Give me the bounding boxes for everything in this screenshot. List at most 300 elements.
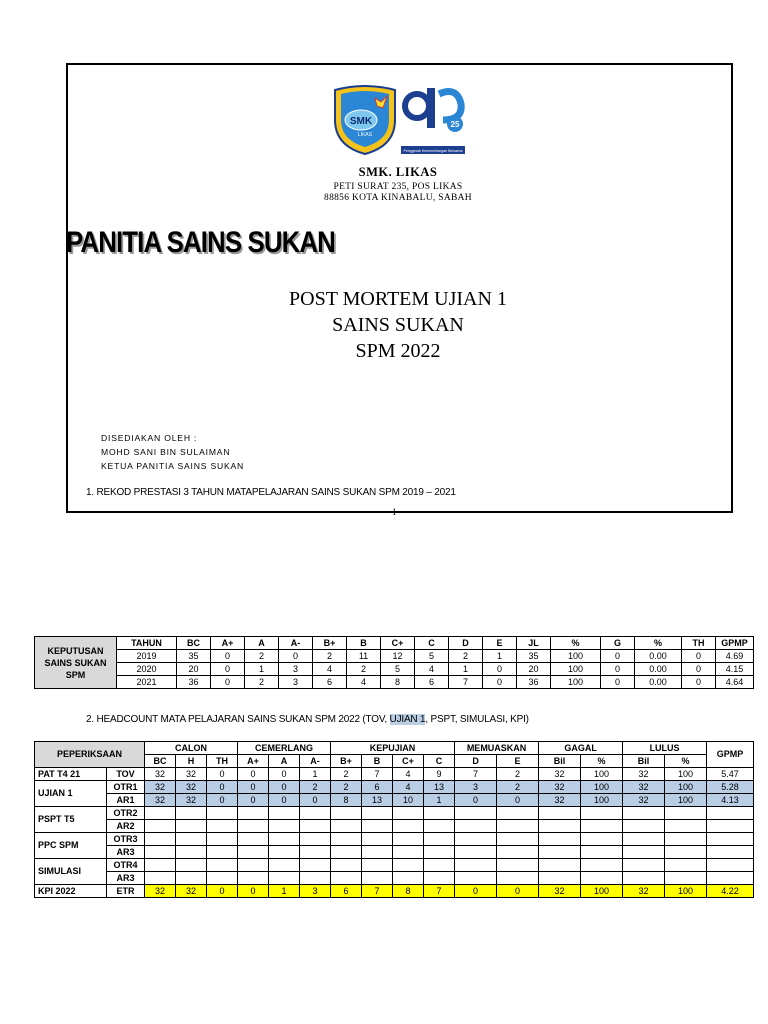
table-cell	[207, 859, 238, 872]
table-cell: 2	[347, 663, 381, 676]
table-cell	[362, 859, 393, 872]
table-cell	[362, 833, 393, 846]
subheader-cell: E	[497, 755, 539, 768]
table-cell	[176, 807, 207, 820]
table-cell: 100	[665, 794, 707, 807]
table-cell	[497, 820, 539, 833]
main-title-line-2: SAINS SUKAN	[332, 314, 464, 336]
table-cell	[269, 833, 300, 846]
table-cell: 20	[517, 663, 551, 676]
section-2-title	[86, 714, 529, 725]
table-cell	[455, 872, 497, 885]
table1-header-row	[35, 637, 754, 650]
exam-code: ETR	[107, 885, 145, 898]
table-cell: 32	[176, 885, 207, 898]
table-cell	[581, 807, 623, 820]
table-cell	[176, 859, 207, 872]
table-cell	[145, 833, 176, 846]
table-cell: 32	[145, 781, 176, 794]
table-cell: 0	[207, 781, 238, 794]
table-cell: 0	[207, 794, 238, 807]
table-row	[35, 807, 754, 820]
table-cell: 32	[145, 885, 176, 898]
table1-col-header: A+	[211, 637, 245, 650]
results-3-year-table	[34, 636, 754, 689]
table-cell: 2	[245, 676, 279, 689]
group-header: GAGAL	[539, 742, 623, 755]
table-cell: 4	[313, 663, 347, 676]
headcount-table	[34, 741, 754, 898]
table-cell	[539, 846, 581, 859]
table-cell: 3	[279, 676, 313, 689]
subheader-cell: C	[424, 755, 455, 768]
table-cell: 20	[177, 663, 211, 676]
table-cell	[238, 833, 269, 846]
table-cell: 11	[347, 650, 381, 663]
table-cell	[455, 859, 497, 872]
subheader-cell: A	[269, 755, 300, 768]
table1-col-header: %	[551, 637, 601, 650]
group-header: LULUS	[623, 742, 707, 755]
subheader-cell: D	[455, 755, 497, 768]
table-cell: 0	[207, 885, 238, 898]
prepared-by-role: KETUA PANITIA SAINS SUKAN	[101, 461, 245, 471]
address-line-1: PETI SURAT 235, POS LIKAS	[333, 182, 463, 192]
table-cell	[331, 820, 362, 833]
table-cell: 6	[331, 885, 362, 898]
table-cell	[424, 859, 455, 872]
table-cell: 5.47	[707, 768, 754, 781]
school-name: SMK. LIKAS	[358, 165, 438, 179]
table-cell	[300, 859, 331, 872]
table-cell: 4	[393, 768, 424, 781]
prepared-by-name: MOHD SANI BIN SULAIMAN	[101, 447, 231, 457]
table-cell	[497, 846, 539, 859]
table-cell: 32	[539, 885, 581, 898]
table-cell: 4.15	[716, 663, 754, 676]
table-cell	[238, 807, 269, 820]
exam-code: AR1	[107, 794, 145, 807]
subheader-cell: H	[176, 755, 207, 768]
table-cell: 1	[449, 663, 483, 676]
table-cell: 5	[415, 650, 449, 663]
group-header: CEMERLANG	[238, 742, 331, 755]
table-row	[35, 650, 754, 663]
table-cell	[300, 807, 331, 820]
table-cell: 0	[238, 768, 269, 781]
table-cell: 7	[455, 768, 497, 781]
table-cell: 0	[269, 781, 300, 794]
table-cell: 0	[455, 885, 497, 898]
subheader-cell: BC	[145, 755, 176, 768]
exam-code: AR3	[107, 846, 145, 859]
table-cell: 7	[362, 768, 393, 781]
table-cell: 0.00	[635, 676, 682, 689]
table-cell	[300, 833, 331, 846]
table-cell	[300, 820, 331, 833]
table-cell	[455, 833, 497, 846]
page-number: 1	[392, 507, 397, 517]
table-cell: 36	[517, 676, 551, 689]
table-cell: 3	[300, 885, 331, 898]
table-cell	[176, 846, 207, 859]
table-cell: 32	[145, 768, 176, 781]
exam-code: OTR4	[107, 859, 145, 872]
table-row	[35, 846, 754, 859]
table-cell	[238, 820, 269, 833]
exam-label: PSPT T5	[35, 807, 107, 833]
table-cell: 2	[497, 768, 539, 781]
table-cell: 32	[623, 768, 665, 781]
table-cell	[581, 833, 623, 846]
table-cell: 100	[665, 768, 707, 781]
table-cell: 6	[362, 781, 393, 794]
main-title-line-3: SPM 2022	[355, 340, 441, 362]
table-cell: 2	[245, 650, 279, 663]
table-cell	[207, 872, 238, 885]
table-cell	[393, 872, 424, 885]
exam-code: OTR2	[107, 807, 145, 820]
table-cell	[207, 833, 238, 846]
subheader-cell: B	[362, 755, 393, 768]
table-cell: 100	[581, 885, 623, 898]
table-cell: 0	[238, 885, 269, 898]
table-cell	[269, 807, 300, 820]
table-cell	[300, 846, 331, 859]
table-row	[35, 872, 754, 885]
table1-col-header: %	[635, 637, 682, 650]
table-cell	[455, 846, 497, 859]
table-cell	[145, 872, 176, 885]
table-cell	[207, 807, 238, 820]
table-cell: 2	[331, 768, 362, 781]
peperiksaan-header: PEPERIKSAAN	[35, 742, 145, 768]
table1-col-header: TH	[682, 637, 716, 650]
table-cell	[362, 872, 393, 885]
table-cell: 4	[393, 781, 424, 794]
table1-row-header: KEPUTUSAN SAINS SUKAN SPM	[35, 637, 117, 689]
table-cell	[393, 846, 424, 859]
table-cell: 7	[449, 676, 483, 689]
table-cell: 1	[269, 885, 300, 898]
table-cell	[539, 859, 581, 872]
table-cell	[300, 872, 331, 885]
logo-right-text: 25	[450, 120, 460, 129]
table-cell	[207, 846, 238, 859]
table-cell: 2	[300, 781, 331, 794]
prepared-by-label: DISEDIAKAN OLEH :	[101, 433, 198, 443]
table-cell: 0	[211, 676, 245, 689]
table-cell	[362, 820, 393, 833]
table-cell	[331, 807, 362, 820]
table-cell: 4	[347, 676, 381, 689]
table-cell: 1	[245, 663, 279, 676]
table-cell: 0	[601, 650, 635, 663]
table-cell: 0	[207, 768, 238, 781]
subheader-cell: C+	[393, 755, 424, 768]
table-cell	[424, 833, 455, 846]
table-cell	[269, 872, 300, 885]
table-cell: 32	[623, 781, 665, 794]
table-cell	[665, 859, 707, 872]
table-cell: 32	[539, 781, 581, 794]
table-cell: 2019	[117, 650, 177, 663]
table-cell	[665, 807, 707, 820]
table-cell	[455, 807, 497, 820]
exam-code: TOV	[107, 768, 145, 781]
table-cell	[707, 807, 754, 820]
group-header: KEPUJIAN	[331, 742, 455, 755]
table1-col-header: BC	[177, 637, 211, 650]
table-cell	[331, 846, 362, 859]
table-cell: 13	[424, 781, 455, 794]
subheader-cell: %	[665, 755, 707, 768]
table-cell: 3	[455, 781, 497, 794]
table1-col-header: GPMP	[716, 637, 754, 650]
table-cell	[665, 833, 707, 846]
table-cell: 8	[381, 676, 415, 689]
table-cell	[238, 872, 269, 885]
table-cell: 36	[177, 676, 211, 689]
table-cell	[707, 833, 754, 846]
table-cell: 0	[211, 663, 245, 676]
table-cell: 0.00	[635, 650, 682, 663]
table-cell	[145, 820, 176, 833]
table-cell: 100	[551, 650, 601, 663]
table-cell	[424, 807, 455, 820]
table-cell	[269, 820, 300, 833]
table-cell	[581, 872, 623, 885]
table-row	[35, 859, 754, 872]
logo-left-sub: LIKAS	[357, 132, 373, 138]
table-cell	[238, 859, 269, 872]
subheader-cell: Bil	[539, 755, 581, 768]
table-cell: 0	[211, 650, 245, 663]
table1-col-header: JL	[517, 637, 551, 650]
table-cell: 2	[449, 650, 483, 663]
table-cell	[623, 859, 665, 872]
table1-col-header: B	[347, 637, 381, 650]
table1-col-header: C	[415, 637, 449, 650]
table1-col-header: TAHUN	[117, 637, 177, 650]
table-cell: 32	[176, 781, 207, 794]
exam-label: PAT T4 21	[35, 768, 107, 781]
table-cell	[176, 820, 207, 833]
table-cell: 0	[601, 676, 635, 689]
table-row	[35, 676, 754, 689]
table-cell: 2020	[117, 663, 177, 676]
table-cell	[707, 859, 754, 872]
table-cell	[539, 807, 581, 820]
table1-col-header: E	[483, 637, 517, 650]
table-cell: 100	[581, 794, 623, 807]
table-cell: 4.13	[707, 794, 754, 807]
table-cell: 2	[313, 650, 347, 663]
table-cell: 35	[517, 650, 551, 663]
table-cell	[176, 833, 207, 846]
table-cell: 0	[300, 794, 331, 807]
table-cell	[331, 833, 362, 846]
table-cell	[707, 846, 754, 859]
table-row	[35, 885, 754, 898]
gpmp-header: GPMP	[707, 742, 754, 768]
table-cell: 2	[497, 781, 539, 794]
table-cell	[665, 872, 707, 885]
table-cell: 100	[665, 885, 707, 898]
table-cell	[707, 872, 754, 885]
section-1-title: 1. REKOD PRESTASI 3 TAHUN MATAPELAJARAN SAINS SUKAN SPM 2019 – 2021	[86, 487, 456, 498]
table1-col-header: B+	[313, 637, 347, 650]
exam-label: SIMULASI	[35, 859, 107, 885]
table-cell	[623, 807, 665, 820]
table-cell: 8	[393, 885, 424, 898]
table-cell: 6	[415, 676, 449, 689]
table-cell	[581, 846, 623, 859]
table-cell	[331, 872, 362, 885]
table-cell: 0	[238, 781, 269, 794]
exam-code: AR3	[107, 872, 145, 885]
table-cell	[393, 820, 424, 833]
table-cell	[539, 833, 581, 846]
table-cell	[623, 846, 665, 859]
table-row	[35, 768, 754, 781]
table-cell: 13	[362, 794, 393, 807]
table-cell: 12	[381, 650, 415, 663]
table-cell: 7	[362, 885, 393, 898]
subheader-cell: TH	[207, 755, 238, 768]
table-cell: 7	[424, 885, 455, 898]
table-cell: 1	[424, 794, 455, 807]
subheader-cell: A-	[300, 755, 331, 768]
group-header: CALON	[145, 742, 238, 755]
table-cell: 4.22	[707, 885, 754, 898]
table-cell	[393, 807, 424, 820]
table-cell: 32	[623, 885, 665, 898]
table-cell: 0	[682, 676, 716, 689]
table-cell: 9	[424, 768, 455, 781]
table1-col-header: A-	[279, 637, 313, 650]
main-title-line-1: POST MORTEM UJIAN 1	[289, 288, 507, 310]
school-logos	[331, 80, 467, 158]
table-cell	[497, 807, 539, 820]
table-cell	[539, 872, 581, 885]
table-cell: 32	[539, 768, 581, 781]
table-row	[35, 794, 754, 807]
table-cell: 2	[331, 781, 362, 794]
table-cell: 0	[269, 768, 300, 781]
table-row	[35, 781, 754, 794]
table-cell: 0	[238, 794, 269, 807]
subheader-cell: A+	[238, 755, 269, 768]
table-cell: 4.69	[716, 650, 754, 663]
table-cell: 5	[381, 663, 415, 676]
table-cell: 100	[581, 781, 623, 794]
table-cell: 10	[393, 794, 424, 807]
table1-col-header: D	[449, 637, 483, 650]
table-cell: 0	[269, 794, 300, 807]
table-cell	[707, 820, 754, 833]
table-cell: 0.00	[635, 663, 682, 676]
subheader-cell: B+	[331, 755, 362, 768]
table-cell: 32	[623, 794, 665, 807]
table-cell	[497, 833, 539, 846]
logo-left-text: SMK	[349, 116, 373, 127]
table-cell	[665, 846, 707, 859]
exam-label: UJIAN 1	[35, 781, 107, 807]
table-row	[35, 820, 754, 833]
subheader-cell: %	[581, 755, 623, 768]
table-cell: 32	[539, 794, 581, 807]
table-cell: 32	[176, 768, 207, 781]
exam-label: PPC SPM	[35, 833, 107, 859]
table-cell: 0	[455, 794, 497, 807]
table-cell	[623, 820, 665, 833]
table2-group-row	[35, 742, 754, 755]
section-2-suffix: , PSPT, SIMULASI, KPI)	[425, 714, 529, 725]
table-cell	[581, 820, 623, 833]
school-crest-icon	[331, 80, 467, 158]
table-cell: 100	[551, 676, 601, 689]
table-cell: 32	[145, 794, 176, 807]
table-cell: 0	[497, 794, 539, 807]
table-cell	[269, 846, 300, 859]
table-cell: 4	[415, 663, 449, 676]
table-cell	[623, 872, 665, 885]
table-cell: 0	[682, 663, 716, 676]
table-cell	[362, 846, 393, 859]
table-cell: 4.64	[716, 676, 754, 689]
table-cell	[424, 846, 455, 859]
table-cell	[393, 833, 424, 846]
exam-code: AR2	[107, 820, 145, 833]
group-header: MEMUASKAN	[455, 742, 539, 755]
table-cell	[145, 859, 176, 872]
table-cell	[424, 820, 455, 833]
table-cell: 8	[331, 794, 362, 807]
table-cell: 100	[665, 781, 707, 794]
table-cell: 100	[551, 663, 601, 676]
table-cell: 0	[483, 676, 517, 689]
table1-col-header: C+	[381, 637, 415, 650]
exam-label: KPI 2022	[35, 885, 107, 898]
table-cell	[269, 859, 300, 872]
table-cell: 32	[176, 794, 207, 807]
table-cell	[623, 833, 665, 846]
table-cell	[424, 872, 455, 885]
exam-code: OTR3	[107, 833, 145, 846]
table-cell	[455, 820, 497, 833]
exam-code: OTR1	[107, 781, 145, 794]
table-cell	[665, 820, 707, 833]
subheader-cell: Bil	[623, 755, 665, 768]
table1-col-header: G	[601, 637, 635, 650]
table-cell: 3	[279, 663, 313, 676]
logo-right-caption: Penggerak Kecemerlangan Bersama	[403, 149, 463, 153]
table-row	[35, 663, 754, 676]
table-cell	[331, 859, 362, 872]
table-cell: 35	[177, 650, 211, 663]
table-cell	[581, 859, 623, 872]
section-2-highlight: UJIAN 1	[389, 714, 426, 725]
table-cell: 1	[300, 768, 331, 781]
table-cell	[393, 859, 424, 872]
table-cell: 2021	[117, 676, 177, 689]
table-cell: 0	[279, 650, 313, 663]
table-row	[35, 833, 754, 846]
table-cell: 100	[581, 768, 623, 781]
table-cell: 0	[682, 650, 716, 663]
table-cell	[362, 807, 393, 820]
